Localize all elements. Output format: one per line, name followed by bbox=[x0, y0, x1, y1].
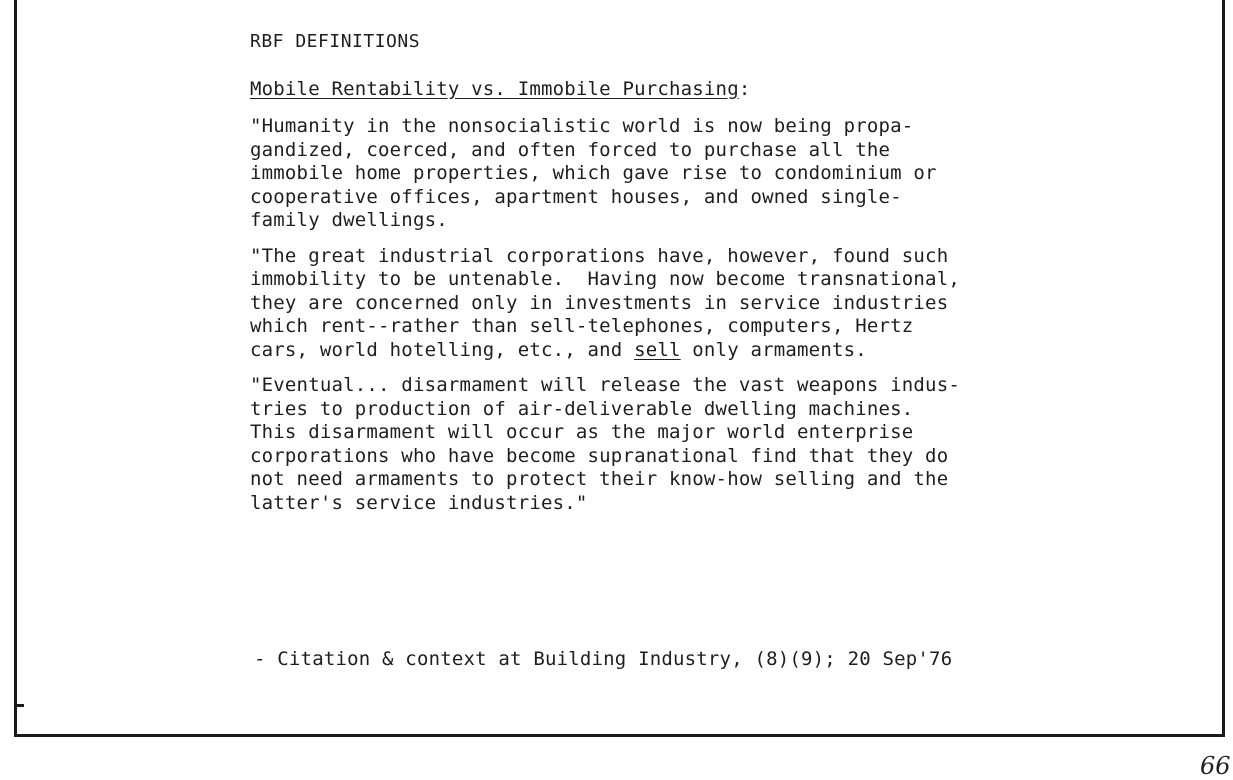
paragraph-line: which rent--rather than sell-telephones, computers, Hertz bbox=[250, 315, 914, 337]
paragraph-2 bbox=[250, 245, 1150, 363]
paragraph-line: gandized, coerced, and often forced to purchase all the bbox=[250, 138, 891, 161]
paragraph-1 bbox=[250, 115, 1150, 233]
citation: - Citation & context at Building Industry, (8)(9); 20 Sep'76 bbox=[254, 648, 953, 670]
line-text: only armaments. bbox=[680, 338, 867, 361]
frame-tick bbox=[14, 704, 24, 707]
paragraph-line: "The great industrial corporations have, however, found such bbox=[250, 244, 949, 267]
term-title bbox=[250, 78, 1150, 102]
underlined-word: sell bbox=[634, 338, 681, 361]
paragraph-line: family dwellings. bbox=[250, 209, 448, 231]
definition-card bbox=[250, 30, 1150, 515]
paragraph-line: immobility to be untenable. Having now become transnational, bbox=[250, 268, 960, 290]
paragraph-line: not need armaments to protect their know-how selling and the bbox=[250, 468, 949, 490]
page-number: 66 bbox=[1200, 752, 1231, 780]
paragraph-line: "Humanity in the nonsocialistic world is now being propa- bbox=[250, 115, 914, 137]
line-text: cars, world hotelling, etc., and bbox=[250, 338, 635, 361]
paragraph-line: tries to production of air-deliverable dwelling machines. bbox=[250, 397, 914, 420]
card-heading: RBF DEFINITIONS bbox=[250, 31, 421, 52]
paragraph-line: latter's service industries." bbox=[250, 491, 588, 514]
paragraph-line: This disarmament will occur as the major world enterprise bbox=[250, 421, 914, 443]
paragraph-line: cooperative offices, apartment houses, and owned single- bbox=[250, 185, 902, 208]
paragraph-line bbox=[250, 339, 1150, 363]
paragraph-line: corporations who have become supranational find that they do bbox=[250, 444, 949, 467]
paragraph-line: immobile home properties, which gave rise to condominium or bbox=[250, 162, 937, 184]
paragraph-3 bbox=[250, 374, 1150, 515]
term-title-text: Mobile Rentability vs. Immobile Purchasing bbox=[250, 77, 739, 100]
term-title-colon: : bbox=[738, 77, 751, 100]
paragraph-line: "Eventual... disarmament will release the vast weapons indus- bbox=[250, 374, 960, 396]
paragraph-line: they are concerned only in investments in service industries bbox=[250, 291, 949, 314]
